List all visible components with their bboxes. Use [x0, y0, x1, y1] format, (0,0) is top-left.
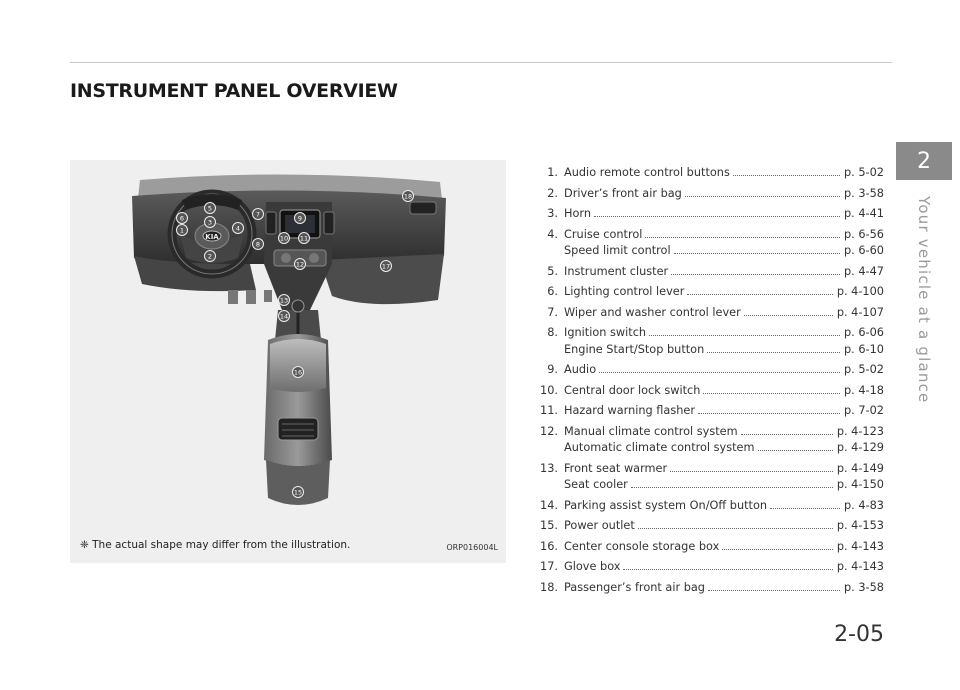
callout-12 — [295, 259, 306, 270]
svg-text:14: 14 — [279, 312, 289, 321]
list-item — [530, 305, 884, 322]
leader-dots — [744, 315, 833, 316]
list-item — [530, 325, 884, 358]
instrument-panel-illustration — [70, 160, 506, 563]
item-label: Instrument cluster — [564, 264, 669, 278]
item-page: p. 6-56 — [844, 227, 884, 241]
item-number: 17. — [540, 560, 558, 573]
sub-item-page: p. 4-150 — [836, 478, 884, 491]
leader-dots — [687, 294, 832, 295]
item-number: 14. — [540, 498, 558, 512]
callout-2 — [205, 251, 216, 262]
svg-text:1: 1 — [179, 226, 185, 235]
leader-dots — [770, 508, 840, 509]
callout-9 — [295, 213, 306, 224]
item-label: Driver’s front air bag — [564, 186, 682, 200]
item-label: Ignition switch — [564, 326, 647, 339]
item-number: 18. — [540, 580, 558, 594]
list-item — [530, 264, 884, 281]
callout-18 — [403, 191, 414, 202]
component-list — [530, 165, 884, 596]
item-label: Audio remote control buttons — [564, 166, 730, 179]
list-item — [530, 403, 884, 420]
sub-item-label: Speed limit control — [564, 244, 671, 257]
item-number: 15. — [540, 519, 558, 532]
callout-16 — [293, 367, 304, 378]
leader-dots — [698, 413, 840, 414]
list-item — [530, 227, 884, 260]
callout-11 — [299, 233, 310, 244]
leader-dots — [708, 590, 840, 591]
chapter-label: Your vehicle at a glance — [915, 196, 933, 404]
leader-dots — [623, 569, 832, 570]
list-item — [530, 559, 884, 576]
item-number: 10. — [540, 383, 558, 397]
callout-13 — [279, 295, 290, 306]
item-label: Audio — [564, 363, 597, 376]
list-item — [530, 383, 884, 400]
item-page: p. 4-18 — [844, 383, 884, 397]
item-page: p. 4-153 — [836, 519, 884, 532]
callout-4 — [233, 223, 244, 234]
svg-text:11: 11 — [299, 234, 309, 243]
leader-dots — [733, 175, 840, 176]
sub-item-page: p. 6-10 — [844, 342, 884, 356]
list-item — [530, 580, 884, 597]
item-number: 5. — [547, 264, 558, 278]
item-number: 13. — [540, 461, 558, 475]
item-number: 1. — [547, 166, 558, 179]
item-label: Passenger’s front air bag — [564, 580, 705, 594]
item-number: 6. — [547, 285, 558, 298]
svg-text:3: 3 — [207, 218, 213, 227]
leader-dots — [631, 487, 833, 488]
item-label: Manual climate control system — [564, 424, 738, 438]
list-item — [530, 461, 884, 494]
item-page: p. 4-107 — [836, 305, 884, 319]
leader-dots — [703, 393, 840, 394]
item-page: p. 7-02 — [844, 404, 884, 417]
item-label: Wiper and washer control lever — [564, 305, 741, 319]
callout-8 — [253, 239, 264, 250]
leader-dots — [758, 450, 833, 451]
page-number: 2-05 — [834, 622, 884, 647]
sub-item-page: p. 4-129 — [836, 441, 884, 454]
svg-text:12: 12 — [295, 260, 305, 269]
item-number: 8. — [547, 326, 558, 339]
svg-text:18: 18 — [403, 192, 413, 201]
callout-5 — [205, 203, 216, 214]
svg-text:17: 17 — [381, 262, 391, 271]
leader-dots — [685, 196, 840, 197]
item-label: Power outlet — [564, 519, 635, 532]
leader-dots — [649, 335, 840, 336]
item-number: 9. — [547, 363, 558, 376]
kia-logo-text: KIA — [205, 233, 219, 241]
leader-dots — [594, 216, 840, 217]
item-label: Parking assist system On/Off button — [564, 498, 768, 512]
item-page: p. 4-47 — [844, 264, 884, 278]
item-page: p. 5-02 — [844, 166, 884, 179]
item-label: Glove box — [564, 560, 621, 573]
sub-item-label: Automatic climate control system — [564, 441, 755, 454]
item-number: 3. — [547, 207, 558, 220]
callout-7 — [253, 209, 264, 220]
item-page: p. 3-58 — [844, 580, 884, 594]
list-item — [530, 186, 884, 203]
leader-dots — [671, 274, 840, 275]
leader-dots — [674, 253, 840, 254]
item-number: 16. — [540, 539, 558, 553]
leader-dots — [599, 372, 840, 373]
svg-text:2: 2 — [207, 252, 213, 261]
leader-dots — [638, 528, 833, 529]
item-label: Cruise control — [564, 227, 643, 241]
item-number: 7. — [547, 305, 558, 319]
svg-text:5: 5 — [207, 204, 213, 213]
leader-dots — [722, 549, 833, 550]
chapter-tab: 2 — [896, 142, 952, 180]
item-page: p. 4-143 — [836, 560, 884, 573]
item-label: Center console storage box — [564, 539, 720, 553]
callout-14 — [279, 311, 290, 322]
item-label: Central door lock switch — [564, 383, 701, 397]
item-label: Front seat warmer — [564, 461, 668, 475]
list-item — [530, 284, 884, 301]
item-page: p. 5-02 — [844, 363, 884, 376]
item-number: 4. — [547, 227, 558, 241]
callout-3 — [205, 217, 216, 228]
item-page: p. 3-58 — [844, 186, 884, 200]
list-item — [530, 206, 884, 223]
sub-item-page: p. 6-60 — [844, 244, 884, 257]
callout-6 — [177, 213, 188, 224]
leader-dots — [670, 471, 833, 472]
svg-text:10: 10 — [279, 234, 289, 243]
item-label: Horn — [564, 207, 592, 220]
svg-text:8: 8 — [255, 240, 261, 249]
callout-1 — [177, 225, 188, 236]
list-item — [530, 165, 884, 182]
item-page: p. 4-100 — [836, 285, 884, 298]
svg-text:15: 15 — [293, 488, 303, 497]
svg-text:9: 9 — [297, 214, 303, 223]
list-item — [530, 362, 884, 379]
illustration-note: ❈ The actual shape may differ from the illustration. — [80, 539, 351, 551]
svg-text:7: 7 — [255, 210, 261, 219]
item-label: Lighting control lever — [564, 285, 685, 298]
item-page: p. 4-149 — [836, 461, 884, 475]
svg-text:16: 16 — [293, 368, 303, 377]
item-page: p. 4-143 — [836, 539, 884, 553]
illustration-code: ORP016004L — [446, 543, 498, 552]
svg-text:6: 6 — [179, 214, 185, 223]
callout-15 — [293, 487, 304, 498]
item-page: p. 6-06 — [844, 326, 884, 339]
item-number: 12. — [540, 424, 558, 438]
item-page: p. 4-41 — [844, 207, 884, 220]
leader-dots — [707, 352, 840, 353]
sub-item-label: Seat cooler — [564, 478, 628, 491]
dashboard-drawing — [70, 160, 506, 563]
leader-dots — [645, 237, 840, 238]
svg-text:4: 4 — [235, 224, 241, 233]
item-number: 11. — [540, 404, 558, 417]
leader-dots — [741, 434, 833, 435]
callout-10 — [279, 233, 290, 244]
item-page: p. 4-123 — [836, 424, 884, 438]
top-rule — [70, 62, 892, 63]
list-item — [530, 518, 884, 535]
item-number: 2. — [547, 186, 558, 200]
list-item — [530, 498, 884, 515]
svg-text:13: 13 — [279, 296, 289, 305]
list-item — [530, 539, 884, 556]
item-label: Hazard warning flasher — [564, 404, 695, 417]
item-page: p. 4-83 — [844, 498, 884, 512]
page-title: INSTRUMENT PANEL OVERVIEW — [70, 80, 398, 102]
callout-17 — [381, 261, 392, 272]
sub-item-label: Engine Start/Stop button — [564, 342, 705, 356]
list-item — [530, 424, 884, 457]
